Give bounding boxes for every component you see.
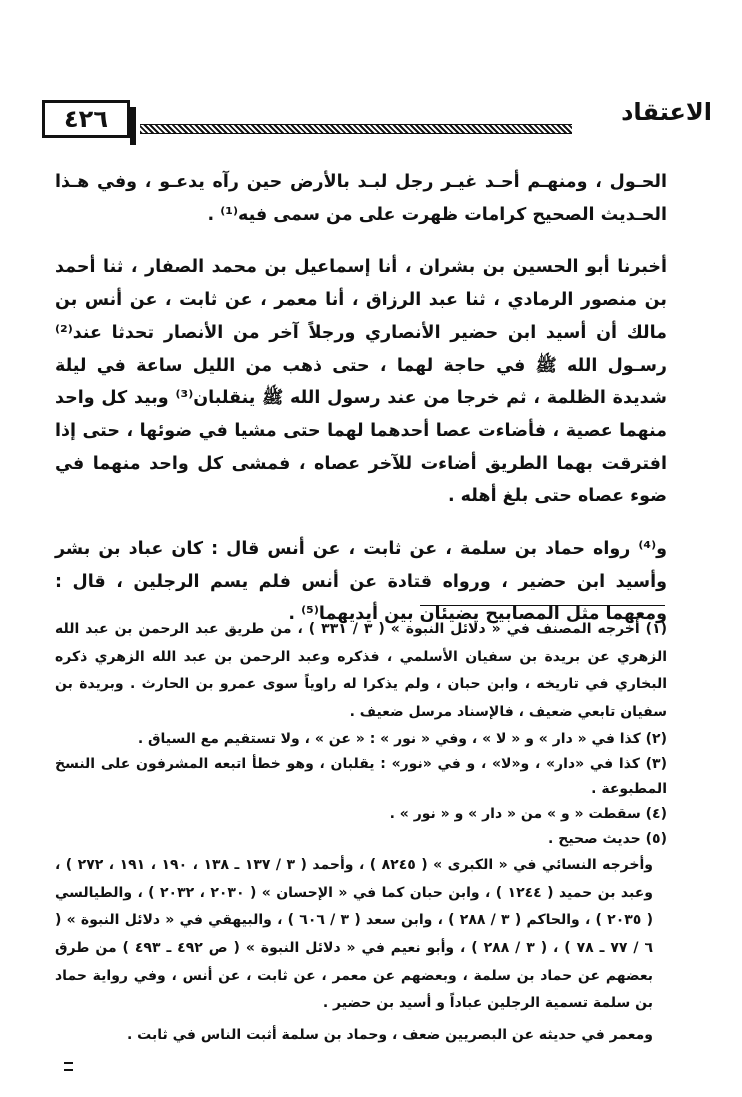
body-paragraph: الحـول ، ومنهـم أحـد غيـر رجل لبـد بالأرض حين رآه يدعـو ، وفي هـذا الحـديث الصحيح كرامات ظهرت على من سمى فيه⁽¹⁾ . [55, 172, 667, 225]
footnote-1: (١) أخرجه المصنف في « دلائل النبوة » ( ٣ / ٣٣١ ) ، من طريق عبد الرحمن بن عبد الله الزهري عن بريدة بن سفيان الأسلمي ، فذكره وعبد الرحمن بن عبد الله الزهري ذكره البخاري في تاريخه ، وابن حبان ، ولم يذكرا له راوياً سوى عمرو بن الحارث . وبريدة بن سفيان تابعي ضعيف ، فالإسناد مرسل ضعيف . [55, 621, 667, 721]
footnote-5-continuation: وأخرجه النسائي في « الكبرى » ( ٨٢٤٥ ) ، وأحمد ( ٣ / ١٣٧ ـ ١٣٨ ، ١٩٠ ، ١٩١ ، ٢٧٢ ) ، وعبد بن حميد ( ١٢٤٤ ) ، وابن حبان كما في « الإحسان » ( ٢٠٣٠ ، ٢٠٣٢ ) ، والطيالسي ( ٢٠٣٥ ) ، والحاكم ( ٣ / ٢٨٨ ) ، وابن سعد ( ٣ / ٦٠٦ ) ، والبيهقي في « دلائل النبوة » ( ٦ / ٧٧ ـ ٧٨ ) ، ( ٣ / ٢٨٨ ) ، وأبو نعيم في « دلائل النبوة » ( ص ٤٩٢ ـ ٤٩٣ ) من طرق بعضهم عن حماد بن سلمة ، وبعضهم عن معمر ، عن ثابت ، عن أنس ، وفي رواية حماد بن سلمة تسمية الرجلين عباداً و أسيد بن حضير . [55, 856, 653, 1012]
footnote-2: (٢) كذا في « دار » و « لا » ، وفي « نور » : « عن » ، ولا تستقيم مع السياق . [137, 730, 667, 747]
page-number: ٤٢٦ [64, 105, 108, 133]
running-title: الاعتقاد [621, 98, 712, 126]
page-header [40, 96, 712, 142]
header-decorative-rule [140, 124, 572, 134]
footnote-5: (٥) حديث صحيح . [548, 830, 667, 847]
body-paragraph: و⁽⁴⁾ رواه حماد بن سلمة ، عن ثابت ، عن أنس قال : كان عباد بن بشر وأسيد ابن حضير ، ورواه قتادة عن أنس فلم يسم الرجلين ، قال : ومعهما مثل المصابيح يضيئان بين أيديهما⁽⁵⁾ . [55, 539, 667, 625]
main-text [55, 166, 667, 631]
footnote-separator [420, 605, 665, 606]
footnote-3: (٣) كذا في «دار» ، و«لا» ، و في «نور» : يقلبان ، وهو خطأ اتبعه المشرفون على النسخ المطبوعة . [55, 755, 667, 797]
body-paragraph: أخبرنا أبو الحسين بن بشران ، أنا إسماعيل بن محمد الصفار ، ثنا أحمد بن منصور الرمادي ، ثنا عبد الرزاق ، أنا معمر ، عن ثابت ، عن أنس بن مالك أن أسيد ابن حضير الأنصاري ورجلاً آخر من الأنصار تحدثا عند⁽²⁾ رسـول الله ﷺ في حاجة لهما ، حتى ذهب من الليل ساعة في ليلة شديدة الظلمة ، ثم خرجا من عند رسول الله ﷺ ينقلبان⁽³⁾ وبيد كل واحد منهما عصية ، فأضاءت عصا أحدهما لهما حتى مشيا في ضوئها ، حتى إذا افترقت بهما الطريق أضاءت للآخر عصاه ، فمشى كل واحد منهما في ضوء عصاه حتى بلغ أهله . [55, 257, 667, 507]
footnote-4: (٤) سقطت « و » من « دار » و « نور » . [389, 805, 667, 822]
footnote-5-remark: ومعمر في حديثه عن البصريين ضعف ، وحماد بن سلمة أثبت الناس في ثابت . [126, 1027, 653, 1044]
footnotes [55, 616, 667, 1050]
end-of-page-mark [64, 1062, 73, 1071]
page-number-box [42, 100, 130, 138]
